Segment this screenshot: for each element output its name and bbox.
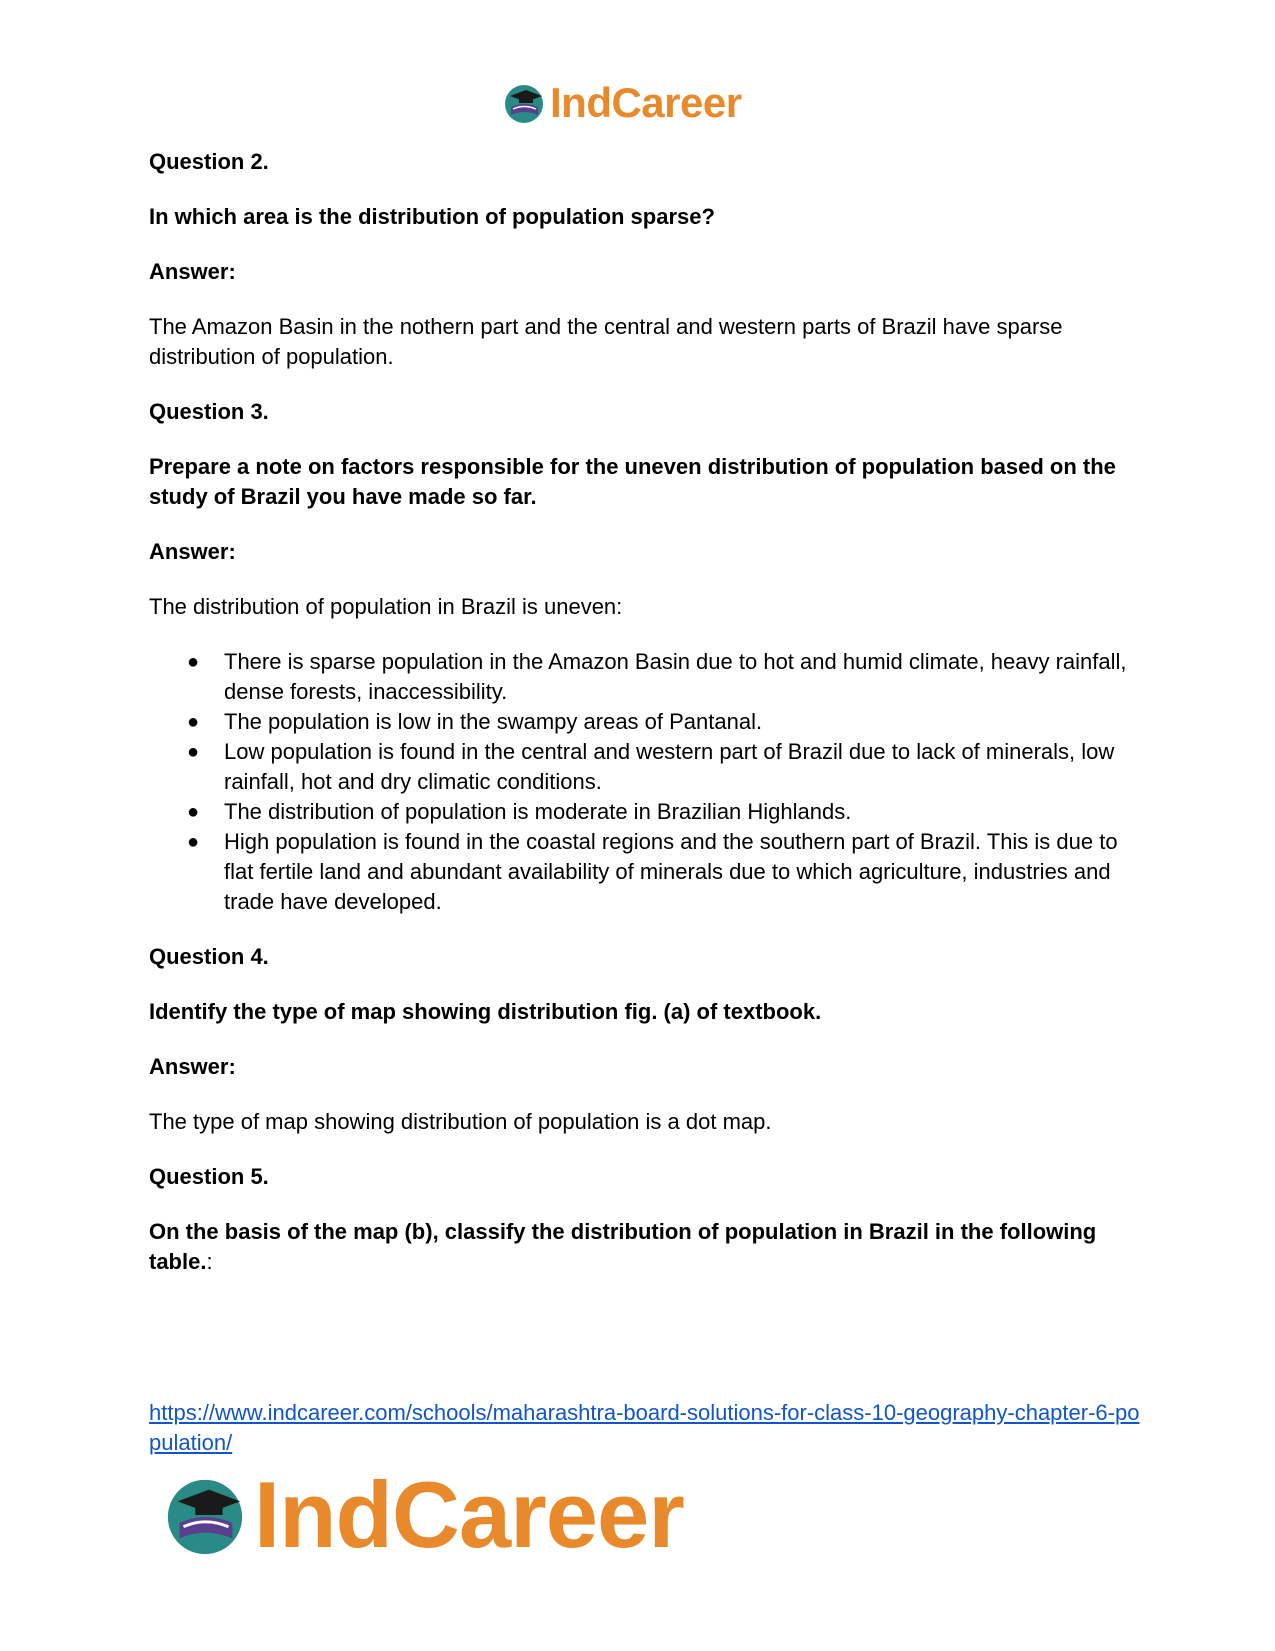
header-logo-text: IndCareer (550, 79, 742, 126)
question-5-paragraph (149, 1217, 1139, 1277)
header-logo (502, 78, 742, 128)
list-item: ● Low population is found in the central and western part of Brazil due to lack of minerals, low rainfall, hot and dry climatic conditions. (187, 739, 1115, 794)
footer-logo-text: IndCareer (254, 1462, 684, 1567)
question-2-label: Question 2. (149, 149, 269, 174)
answer-3-bullet-list (149, 647, 1139, 917)
source-link[interactable]: https://www.indcareer.com/schools/maharashtra-board-solutions-for-class-10-geography-chapter-6-population/ (149, 1400, 1140, 1455)
bullet-icon: ● (187, 741, 200, 763)
question-4-label: Question 4. (149, 944, 269, 969)
bullet-icon: ● (187, 711, 200, 733)
answer-4-text: The type of map showing distribution of population is a dot map. (149, 1109, 772, 1134)
book-graduation-cap-icon (162, 1472, 248, 1558)
question-5-label: Question 5. (149, 1164, 269, 1189)
question-5-text: On the basis of the map (b), classify the distribution of population in Brazil in the following table. (149, 1219, 1097, 1274)
answer-2-text: The Amazon Basin in the nothern part and the central and western parts of Brazil have sparse distribution of population. (149, 314, 1063, 369)
document-body (149, 147, 1139, 1302)
list-item: ● High population is found in the coastal regions and the southern part of Brazil. This is due to flat fertile land and abundant availability of minerals due to which agriculture, industries and trade have developed. (187, 829, 1118, 914)
question-2-text: In which area is the distribution of population sparse? (149, 204, 715, 229)
answer-2-label: Answer: (149, 259, 236, 284)
list-item: ● There is sparse population in the Amazon Basin due to hot and humid climate, heavy rainfall, dense forests, inaccessibility. (187, 649, 1127, 704)
footer-link-container (149, 1398, 1149, 1458)
bullet-icon: ● (187, 831, 200, 853)
question-3-text: Prepare a note on factors responsible for the uneven distribution of population based on the study of Brazil you have made so far. (149, 454, 1116, 509)
question-5-suffix: : (206, 1249, 213, 1274)
bullet-icon: ● (187, 801, 200, 823)
question-3-label: Question 3. (149, 399, 269, 424)
answer-3-intro: The distribution of population in Brazil is uneven: (149, 594, 623, 619)
bullet-icon: ● (187, 651, 200, 673)
footer-logo (162, 1462, 684, 1567)
answer-4-label: Answer: (149, 1054, 236, 1079)
book-graduation-cap-icon (502, 81, 546, 125)
answer-3-label: Answer: (149, 539, 236, 564)
list-item: ● The distribution of population is moderate in Brazilian Highlands. (149, 797, 1139, 827)
list-item: ● The population is low in the swampy areas of Pantanal. (149, 707, 1139, 737)
question-4-text: Identify the type of map showing distribution fig. (a) of textbook. (149, 999, 822, 1024)
